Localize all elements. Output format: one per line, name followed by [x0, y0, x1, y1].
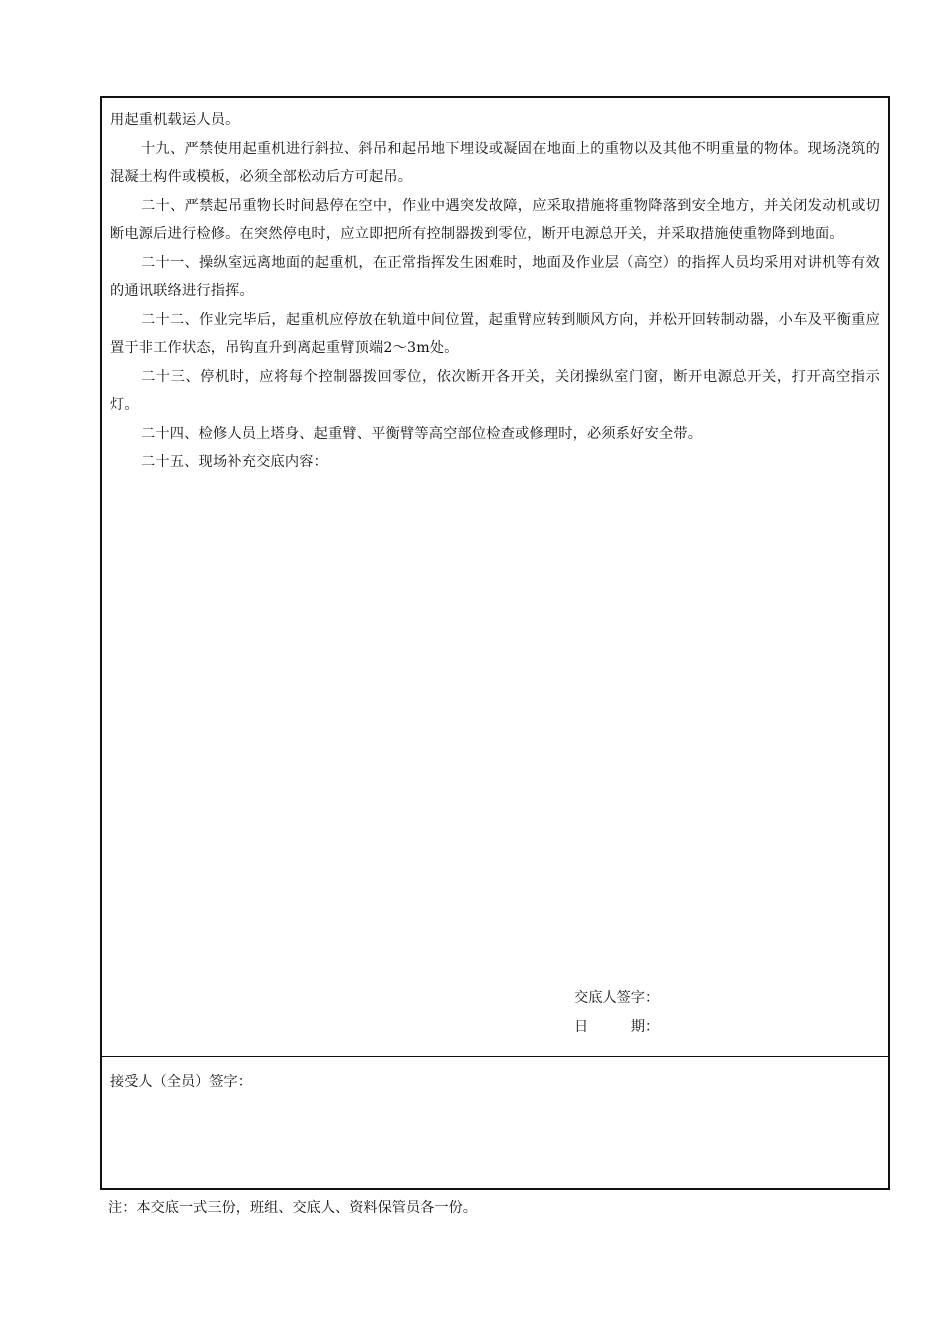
paragraph-25: 二十五、现场补充交底内容：: [141, 454, 329, 470]
disclosure-form-table: [100, 96, 890, 1190]
paragraph-23: 二十三、停机时，应将每个控制器拨回零位，依次断开各开关，关闭操纵室门窗，断开电源总开关，打开高空指示灯。: [110, 368, 880, 413]
paragraph-22: 二十二、作业完毕后，起重机应停放在轨道中间位置，起重臂应转到顺风方向，并松开回转制动器，小车及平衡重应置于非工作状态，吊钩直升到离起重臂顶端2～3m处。: [110, 311, 880, 356]
footnote: 注：本交底一式三份，班组、交底人、资料保管员各一份。: [108, 1200, 477, 1216]
paragraph-20: 二十、严禁起吊重物长时间悬停在空中，作业中遇突发故障，应采取措施将重物降落到安全地方，并关闭发动机或切断电源后进行检修。在突然停电时，应立即把所有控制器拨到零位，断开电源总开关，并采取措施使重物降到地面。: [110, 197, 880, 242]
receiver-signature-section: [102, 1058, 888, 1188]
disclosure-content: [110, 106, 880, 477]
paragraph-0: 用起重机载运人员。: [110, 112, 240, 128]
disclosure-content-section: [102, 98, 888, 1057]
receiver-label: 接受人（全员）签字：: [110, 1074, 252, 1090]
paragraph-19: 十九、严禁使用起重机进行斜拉、斜吊和起吊地下埋设或凝固在地面上的重物以及其他不明重量的物体。现场浇筑的混凝土构件或模板，必须全部松动后方可起吊。: [110, 140, 880, 185]
paragraph-24: 二十四、检修人员上塔身、起重臂、平衡臂等高空部位检查或修理时，必须系好安全带。: [141, 425, 703, 442]
date-label: 日 期：: [574, 1019, 660, 1035]
signer-label: 交底人签字：: [574, 990, 660, 1006]
paragraph-21: 二十一、操纵室远离地面的起重机，在正常指挥发生困难时，地面及作业层（高空）的指挥人员均采用对讲机等有效的通讯联络进行指挥。: [110, 254, 880, 299]
signature-block: [574, 984, 659, 1042]
